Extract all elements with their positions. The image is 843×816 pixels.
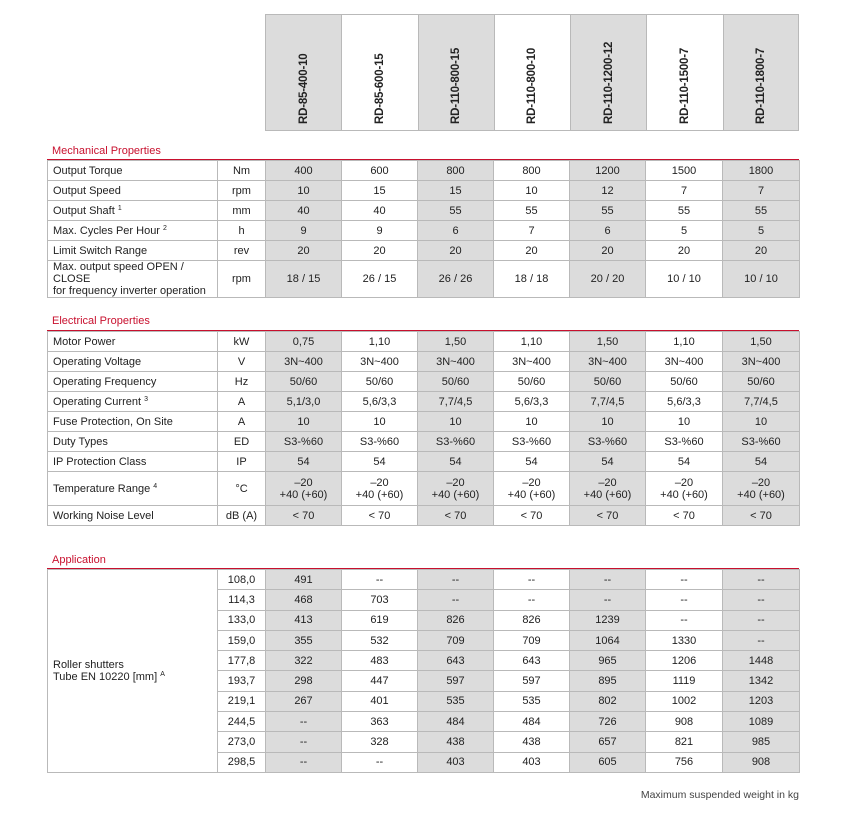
- unit-cell: IP: [218, 452, 266, 472]
- property-label: [48, 432, 218, 452]
- value-cell: 5: [646, 221, 723, 241]
- value-cell: 6: [570, 221, 646, 241]
- unit-cell: mm: [218, 201, 266, 221]
- value-cell: 10: [342, 412, 418, 432]
- value-cell: 1,10: [646, 332, 723, 352]
- value-cell: 1,10: [342, 332, 418, 352]
- table-row: [48, 261, 800, 298]
- value-cell: 10: [418, 412, 494, 432]
- value-cell: 0,75: [266, 332, 342, 352]
- property-label: [48, 241, 218, 261]
- model-column: [341, 15, 417, 130]
- tube-diameter-cell: 108,0: [218, 570, 266, 590]
- temperature-cell: [266, 472, 342, 506]
- value-cell: 50/60: [570, 372, 646, 392]
- property-label: [48, 221, 218, 241]
- property-label: [48, 452, 218, 472]
- value-cell: 54: [723, 452, 800, 472]
- value-cell: 55: [494, 201, 570, 221]
- value-cell: S3-%60: [266, 432, 342, 452]
- value-cell: 20: [418, 241, 494, 261]
- value-cell: 10: [723, 412, 800, 432]
- value-cell: 3N~400: [342, 352, 418, 372]
- footnote-marker: A: [160, 670, 165, 678]
- value-cell: 535: [494, 691, 570, 711]
- value-cell: 484: [494, 712, 570, 732]
- value-cell: --: [494, 570, 570, 590]
- value-cell: 965: [570, 651, 646, 671]
- value-cell: 600: [342, 161, 418, 181]
- value-cell: 20 / 20: [570, 261, 646, 298]
- value-cell: 54: [266, 452, 342, 472]
- unit-cell: °C: [218, 472, 266, 506]
- unit-cell: rev: [218, 241, 266, 261]
- property-name: Max. Cycles Per Hour: [53, 224, 160, 237]
- property-name: Temperature Range: [53, 482, 151, 495]
- property-label: [48, 412, 218, 432]
- property-label: [48, 161, 218, 181]
- value-cell: 1342: [723, 671, 800, 691]
- value-cell: 54: [494, 452, 570, 472]
- value-cell: 657: [570, 732, 646, 752]
- table-row: [48, 392, 800, 412]
- value-cell: 535: [418, 691, 494, 711]
- property-name: Operating Voltage: [53, 355, 142, 368]
- unit-cell: rpm: [218, 261, 266, 298]
- temperature-max: +40 (+60): [737, 488, 785, 501]
- temperature-max: +40 (+60): [583, 488, 632, 501]
- model-column: [646, 15, 722, 130]
- table-row: [48, 432, 800, 452]
- value-cell: 5,6/3,3: [646, 392, 723, 412]
- value-cell: 1203: [723, 691, 800, 711]
- value-cell: 483: [342, 651, 418, 671]
- model-name: RD-110-1200-12: [602, 41, 615, 124]
- value-cell: 40: [342, 201, 418, 221]
- value-cell: --: [266, 732, 342, 752]
- temperature-max: +40 (+60): [507, 488, 556, 501]
- temperature-cell: [723, 472, 800, 506]
- value-cell: --: [342, 752, 418, 772]
- unit-cell: Hz: [218, 372, 266, 392]
- value-cell: 20: [570, 241, 646, 261]
- property-name: Output Torque: [53, 164, 123, 177]
- value-cell: 7: [494, 221, 570, 241]
- temperature-cell: [570, 472, 646, 506]
- value-cell: 267: [266, 691, 342, 711]
- value-cell: 55: [570, 201, 646, 221]
- value-cell: 298: [266, 671, 342, 691]
- electrical-section-title: Electrical Properties: [52, 315, 150, 327]
- value-cell: 726: [570, 712, 646, 732]
- value-cell: --: [723, 630, 800, 650]
- model-name: RD-110-800-10: [526, 47, 539, 124]
- value-cell: 50/60: [494, 372, 570, 392]
- value-cell: 1239: [570, 610, 646, 630]
- value-cell: 10: [646, 412, 723, 432]
- value-cell: 10: [266, 412, 342, 432]
- temperature-min: –20: [446, 476, 465, 489]
- table-row: [48, 506, 800, 526]
- value-cell: 50/60: [342, 372, 418, 392]
- value-cell: 985: [723, 732, 800, 752]
- temperature-min: –20: [370, 476, 389, 489]
- value-cell: 413: [266, 610, 342, 630]
- temperature-max: +40 (+60): [355, 488, 404, 501]
- mechanical-section-title: Mechanical Properties: [52, 145, 161, 157]
- application-label: [48, 570, 218, 773]
- value-cell: --: [723, 570, 800, 590]
- value-cell: 55: [723, 201, 800, 221]
- property-label: [48, 352, 218, 372]
- value-cell: S3-%60: [723, 432, 800, 452]
- table-row: [48, 161, 800, 181]
- value-cell: S3-%60: [570, 432, 646, 452]
- value-cell: 20: [646, 241, 723, 261]
- value-cell: S3-%60: [342, 432, 418, 452]
- value-cell: 54: [646, 452, 723, 472]
- value-cell: 619: [342, 610, 418, 630]
- tube-diameter-cell: 114,3: [218, 590, 266, 610]
- value-cell: 756: [646, 752, 723, 772]
- model-column: [570, 15, 646, 130]
- application-section-title: Application: [52, 554, 106, 566]
- tube-diameter-cell: 298,5: [218, 752, 266, 772]
- value-cell: 1089: [723, 712, 800, 732]
- value-cell: --: [570, 570, 646, 590]
- value-cell: --: [723, 610, 800, 630]
- table-row: [48, 472, 800, 506]
- value-cell: 26 / 15: [342, 261, 418, 298]
- value-cell: S3-%60: [646, 432, 723, 452]
- value-cell: 1,50: [570, 332, 646, 352]
- table-row: [48, 201, 800, 221]
- value-cell: --: [418, 590, 494, 610]
- property-name: Working Noise Level: [53, 509, 154, 522]
- value-cell: 3N~400: [494, 352, 570, 372]
- table-row: [48, 372, 800, 392]
- model-name: RD-110-1800-7: [754, 47, 767, 124]
- value-cell: 50/60: [418, 372, 494, 392]
- value-cell: 1064: [570, 630, 646, 650]
- property-label: [48, 201, 218, 221]
- value-cell: 895: [570, 671, 646, 691]
- table-row: [48, 181, 800, 201]
- value-cell: 10: [570, 412, 646, 432]
- mechanical-table: [47, 160, 800, 298]
- unit-cell: V: [218, 352, 266, 372]
- table-row: [48, 241, 800, 261]
- value-cell: S3-%60: [418, 432, 494, 452]
- value-cell: 5,6/3,3: [342, 392, 418, 412]
- footnote-marker: 4: [153, 482, 158, 490]
- temperature-max: +40 (+60): [660, 488, 708, 501]
- value-cell: 403: [418, 752, 494, 772]
- value-cell: --: [418, 570, 494, 590]
- value-cell: < 70: [570, 506, 646, 526]
- value-cell: 908: [646, 712, 723, 732]
- property-label: [48, 261, 218, 298]
- value-cell: --: [723, 590, 800, 610]
- value-cell: 5: [723, 221, 800, 241]
- model-column: [494, 15, 570, 130]
- value-cell: 363: [342, 712, 418, 732]
- value-cell: --: [570, 590, 646, 610]
- unit-cell: kW: [218, 332, 266, 352]
- value-cell: 1448: [723, 651, 800, 671]
- value-cell: 50/60: [723, 372, 800, 392]
- value-cell: < 70: [418, 506, 494, 526]
- value-cell: 1002: [646, 691, 723, 711]
- value-cell: 54: [418, 452, 494, 472]
- footnote-marker: 3: [144, 395, 149, 403]
- property-name: Limit Switch Range: [53, 244, 148, 257]
- property-name: Output Shaft: [53, 204, 115, 217]
- property-name: Fuse Protection, On Site: [53, 415, 173, 428]
- table-row: [48, 570, 800, 590]
- value-cell: 10 / 10: [723, 261, 800, 298]
- temperature-min: –20: [522, 476, 541, 489]
- temperature-max: +40 (+60): [279, 488, 328, 501]
- value-cell: 10: [494, 412, 570, 432]
- value-cell: --: [646, 610, 723, 630]
- tube-diameter-cell: 273,0: [218, 732, 266, 752]
- value-cell: 322: [266, 651, 342, 671]
- value-cell: 355: [266, 630, 342, 650]
- value-cell: --: [342, 570, 418, 590]
- table-row: [48, 452, 800, 472]
- table-row: [48, 332, 800, 352]
- value-cell: 50/60: [646, 372, 723, 392]
- property-name: Duty Types: [53, 435, 108, 448]
- value-cell: 800: [418, 161, 494, 181]
- value-cell: 20: [494, 241, 570, 261]
- application-label-line: Roller shutters: [53, 658, 124, 671]
- value-cell: 1119: [646, 671, 723, 691]
- value-cell: < 70: [266, 506, 342, 526]
- value-cell: 826: [494, 610, 570, 630]
- property-name: Motor Power: [53, 335, 116, 348]
- value-cell: 9: [342, 221, 418, 241]
- value-cell: 3N~400: [418, 352, 494, 372]
- value-cell: 643: [494, 651, 570, 671]
- value-cell: 532: [342, 630, 418, 650]
- model-column: [723, 15, 799, 130]
- property-label: [48, 472, 218, 506]
- value-cell: 15: [418, 181, 494, 201]
- value-cell: 40: [266, 201, 342, 221]
- value-cell: 10: [266, 181, 342, 201]
- temperature-cell: [494, 472, 570, 506]
- value-cell: 6: [418, 221, 494, 241]
- table-row: [48, 352, 800, 372]
- value-cell: 7: [723, 181, 800, 201]
- value-cell: 1,50: [418, 332, 494, 352]
- value-cell: 491: [266, 570, 342, 590]
- value-cell: 800: [494, 161, 570, 181]
- model-name: RD-85-600-15: [373, 53, 386, 124]
- value-cell: 20: [342, 241, 418, 261]
- value-cell: 908: [723, 752, 800, 772]
- property-name-line: Max. output speed OPEN / CLOSE: [53, 261, 184, 285]
- tube-diameter-cell: 193,7: [218, 671, 266, 691]
- model-name: RD-110-800-15: [450, 47, 463, 124]
- temperature-min: –20: [674, 476, 694, 489]
- unit-cell: Nm: [218, 161, 266, 181]
- value-cell: 50/60: [266, 372, 342, 392]
- value-cell: 55: [418, 201, 494, 221]
- value-cell: 3N~400: [266, 352, 342, 372]
- temperature-cell: [418, 472, 494, 506]
- value-cell: 7: [646, 181, 723, 201]
- property-label: [48, 506, 218, 526]
- value-cell: 1200: [570, 161, 646, 181]
- value-cell: 643: [418, 651, 494, 671]
- model-column: [265, 15, 341, 130]
- value-cell: 1,50: [723, 332, 800, 352]
- value-cell: 438: [494, 732, 570, 752]
- value-cell: 18 / 15: [266, 261, 342, 298]
- model-name: RD-110-1500-7: [678, 47, 691, 124]
- value-cell: 54: [570, 452, 646, 472]
- property-name: Output Speed: [53, 184, 121, 197]
- value-cell: 403: [494, 752, 570, 772]
- model-name: RD-85-400-10: [297, 53, 310, 124]
- value-cell: 20: [723, 241, 800, 261]
- value-cell: 703: [342, 590, 418, 610]
- model-header: [265, 14, 799, 131]
- value-cell: 15: [342, 181, 418, 201]
- footnote-marker: 1: [117, 204, 122, 212]
- value-cell: 26 / 26: [418, 261, 494, 298]
- value-cell: 1,10: [494, 332, 570, 352]
- temperature-min: –20: [294, 476, 313, 489]
- table-row: [48, 412, 800, 432]
- value-cell: 597: [418, 671, 494, 691]
- application-label-line: [53, 671, 212, 683]
- property-label: [48, 372, 218, 392]
- value-cell: < 70: [646, 506, 723, 526]
- footnote-marker: 2: [163, 224, 167, 232]
- unit-cell: A: [218, 412, 266, 432]
- value-cell: 5,6/3,3: [494, 392, 570, 412]
- value-cell: --: [266, 712, 342, 732]
- value-cell: 400: [266, 161, 342, 181]
- value-cell: 9: [266, 221, 342, 241]
- tube-diameter-cell: 159,0: [218, 630, 266, 650]
- value-cell: 12: [570, 181, 646, 201]
- value-cell: 1500: [646, 161, 723, 181]
- value-cell: 709: [494, 630, 570, 650]
- value-cell: < 70: [342, 506, 418, 526]
- value-cell: 5,1/3,0: [266, 392, 342, 412]
- value-cell: 605: [570, 752, 646, 772]
- unit-cell: ED: [218, 432, 266, 452]
- value-cell: 401: [342, 691, 418, 711]
- unit-cell: h: [218, 221, 266, 241]
- value-cell: 1206: [646, 651, 723, 671]
- model-column: [418, 15, 494, 130]
- table-row: [48, 221, 800, 241]
- value-cell: 484: [418, 712, 494, 732]
- value-cell: --: [494, 590, 570, 610]
- property-label: [48, 332, 218, 352]
- value-cell: < 70: [494, 506, 570, 526]
- value-cell: 55: [646, 201, 723, 221]
- value-cell: 10: [494, 181, 570, 201]
- value-cell: 20: [266, 241, 342, 261]
- value-cell: 3N~400: [723, 352, 800, 372]
- property-name: Operating Current: [53, 395, 142, 408]
- property-name: Operating Frequency: [53, 375, 157, 388]
- temperature-max: +40 (+60): [431, 488, 480, 501]
- property-label: [48, 392, 218, 412]
- value-cell: 18 / 18: [494, 261, 570, 298]
- value-cell: 7,7/4,5: [570, 392, 646, 412]
- value-cell: 821: [646, 732, 723, 752]
- value-cell: 10 / 10: [646, 261, 723, 298]
- application-table: [47, 569, 800, 773]
- property-name-line: for frequency inverter operation: [53, 285, 206, 297]
- electrical-table: [47, 331, 800, 526]
- temperature-cell: [342, 472, 418, 506]
- unit-cell: rpm: [218, 181, 266, 201]
- value-cell: 54: [342, 452, 418, 472]
- temperature-min: –20: [598, 476, 617, 489]
- application-label-text: Tube EN 10220 [mm]: [53, 670, 158, 683]
- value-cell: S3-%60: [494, 432, 570, 452]
- tube-diameter-cell: 177,8: [218, 651, 266, 671]
- tube-diameter-cell: 244,5: [218, 712, 266, 732]
- value-cell: --: [646, 570, 723, 590]
- value-cell: 7,7/4,5: [418, 392, 494, 412]
- value-cell: 7,7/4,5: [723, 392, 800, 412]
- tube-diameter-cell: 133,0: [218, 610, 266, 630]
- value-cell: 1330: [646, 630, 723, 650]
- temperature-min: –20: [751, 476, 771, 489]
- unit-cell: A: [218, 392, 266, 412]
- value-cell: --: [646, 590, 723, 610]
- value-cell: 1800: [723, 161, 800, 181]
- footnote: Maximum suspended weight in kg: [640, 789, 799, 801]
- value-cell: 3N~400: [570, 352, 646, 372]
- value-cell: 447: [342, 671, 418, 691]
- value-cell: 328: [342, 732, 418, 752]
- property-label: [48, 181, 218, 201]
- temperature-cell: [646, 472, 723, 506]
- value-cell: 597: [494, 671, 570, 691]
- value-cell: 802: [570, 691, 646, 711]
- value-cell: 468: [266, 590, 342, 610]
- value-cell: --: [266, 752, 342, 772]
- value-cell: 438: [418, 732, 494, 752]
- value-cell: < 70: [723, 506, 800, 526]
- value-cell: 826: [418, 610, 494, 630]
- property-name: IP Protection Class: [53, 455, 147, 468]
- unit-cell: dB (A): [218, 506, 266, 526]
- value-cell: 709: [418, 630, 494, 650]
- tube-diameter-cell: 219,1: [218, 691, 266, 711]
- value-cell: 3N~400: [646, 352, 723, 372]
